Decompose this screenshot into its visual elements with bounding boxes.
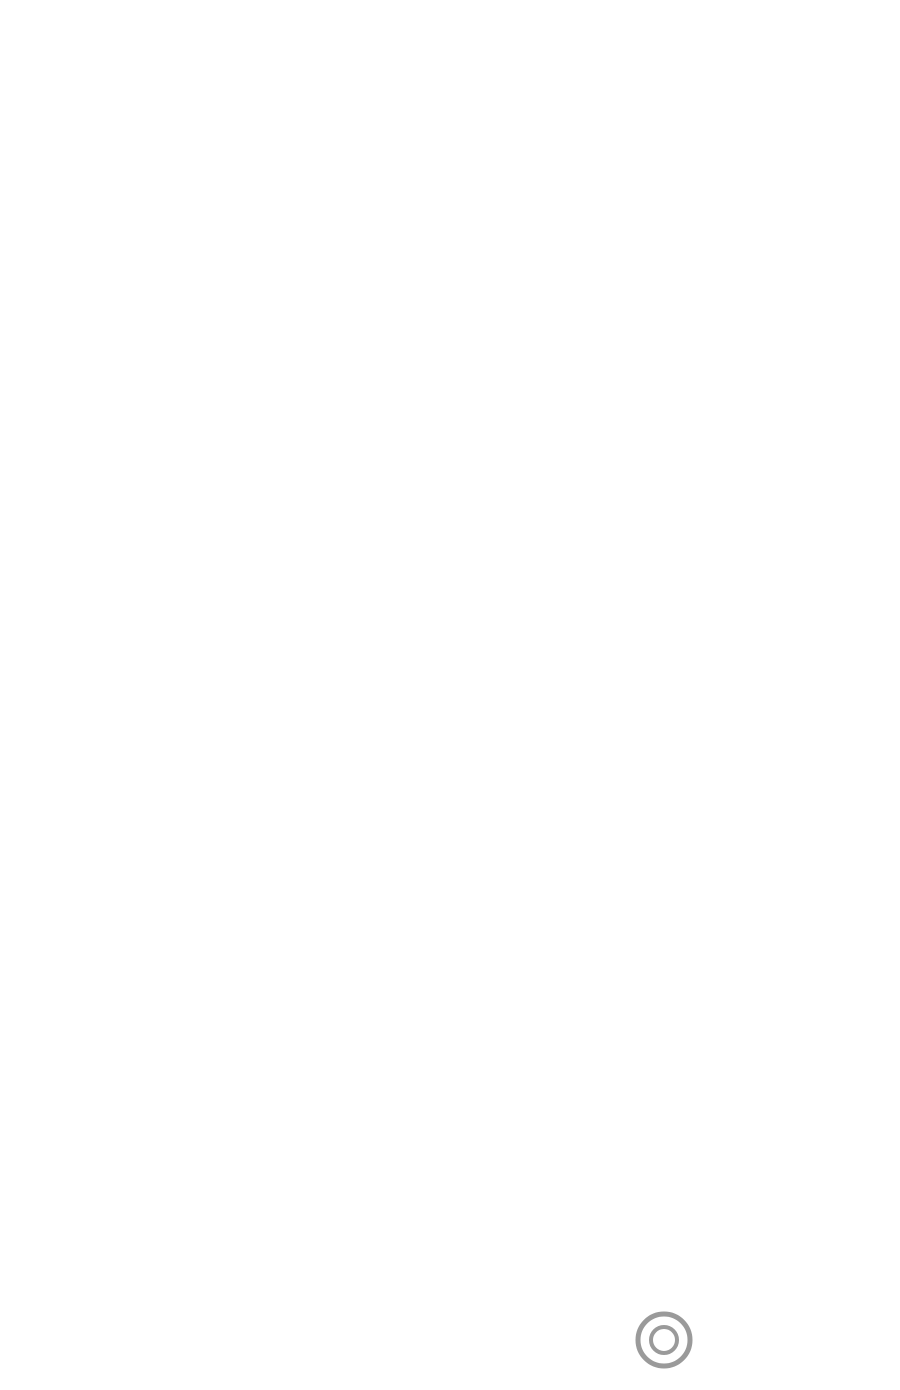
answer-logo-icon bbox=[630, 1306, 880, 1374]
watermark-logo bbox=[630, 1306, 880, 1374]
